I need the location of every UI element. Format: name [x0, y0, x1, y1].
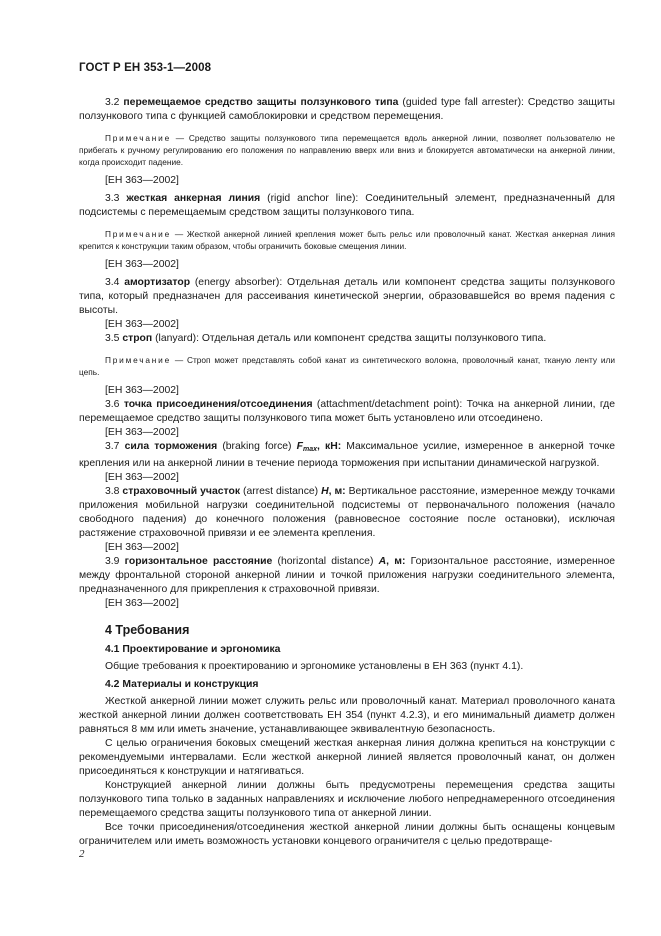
reference: [ЕН 363—2002] — [105, 542, 179, 553]
term: сила торможения — [124, 441, 218, 452]
note-3-3: Примечание — Жесткой анкерной линией крепления может быть рельс или проволочный канат. Жесткая анкерная линия крепится к конструкции таким образом, чтобы ограничить боковые смещения линии. — [79, 229, 615, 251]
definition-3-7: 3.7 сила торможения (braking force) $F_{max}$, кН: Максимальное усилие, измеренное в анкерной точке крепления или на анкерной линии в течение периода торможения при испытании динамической нагрузкой. — [79, 441, 615, 469]
symbol-subscript: max — [302, 446, 317, 453]
reference: [ЕН 363—2002] — [105, 385, 179, 396]
symbol: H — [321, 486, 329, 497]
term: страховочный участок — [122, 486, 241, 497]
document-body — [79, 96, 615, 849]
paragraph: Все точки присоединения/отсоединения жесткой анкерной линии должны быть оснащены концевым ограничителем или иметь возможность установки концевого ограничителя с целью предотвраще- — [79, 822, 615, 847]
subsection-title-4-1: 4.1 Проектирование и эргономика — [105, 644, 281, 655]
subsection-title-4-2: 4.2 Материалы и конструкция — [105, 679, 259, 690]
term: точка присоединения/отсоединения — [123, 399, 313, 410]
paragraph: Общие требования к проектированию и эргономике установлены в ЕН 363 (пункт 4.1). — [105, 661, 524, 672]
term: строп — [122, 333, 153, 344]
reference: [ЕН 363—2002] — [105, 472, 179, 483]
page-number: 2 — [79, 848, 85, 860]
paragraph: С целью ограничения боковых смещений жесткая анкерная линия должна крепиться на конструкции с рекомендуемыми интервалами. Если жесткой анкерной линией является проволочный канат, он должен присоединяться к конструкции и натягиваться. — [79, 738, 615, 777]
term: перемещаемое средство защиты ползункового типа — [123, 97, 399, 108]
reference: [ЕН 363—2002] — [105, 598, 179, 609]
reference: [ЕН 363—2002] — [105, 259, 179, 270]
reference: [ЕН 363—2002] — [105, 319, 179, 330]
document-header: ГОСТ Р ЕН 353-1—2008 — [79, 62, 212, 74]
definition-3-3: 3.3 жесткая анкерная линия (rigid anchor line): Соединительный элемент, предназначенный для подсистемы с перемещаемым средством защиты ползункового типа. — [79, 193, 616, 218]
definition-3-9: 3.9 горизонтальное расстояние (horizontal distance) A, м: Горизонтальное расстояние, измеренное между фронтальной стороной анкерной линии и точкой приложения нагрузки соединительного элемента, предназначенного для прикрепления к страховочной привязи. — [79, 556, 616, 595]
definition-3-6: 3.6 точка присоединения/отсоединения (attachment/detachment point): Точка на анкерной линии, где перемещаемое средство защиты ползункового типа может быть установлено или отсоединено. — [79, 399, 616, 424]
definition-3-8: 3.8 страховочный участок (arrest distance) H, м: Вертикальное расстояние, измеренное между точками приложения мобильной нагрузки соединительной подсистемы от первоначального положения (начало свободного падения) до конечного положения (равновесное состояние после остановки), исключая растяжение страховочной привязи и ее элемента крепления. — [79, 486, 615, 539]
reference: [ЕН 363—2002] — [105, 175, 179, 186]
definition-3-4: 3.4 амортизатор (energy absorber): Отдельная деталь или компонент средства защиты ползункового типа, который предназначен для рассеивания кинетической энергии, образовавшейся во время падения с высоты. — [79, 277, 615, 316]
paragraph: Жесткой анкерной линии может служить рельс или проволочный канат. Материал проволочного каната жесткой анкерной линии должен соответствовать ЕН 354 (пункт 4.2.3), и его минимальный диаметр должен равняться 8 мм или иметь значение, устанавливающее эквивалентную безопасность. — [79, 696, 615, 735]
term: амортизатор — [124, 277, 191, 288]
note-3-5: Примечание — Строп может представлять собой канат из синтетического волокна, проволочный канат, тканую ленту или цепь. — [79, 355, 615, 377]
reference: [ЕН 363—2002] — [105, 427, 179, 438]
paragraph: Конструкцией анкерной линии должны быть предусмотрены перемещения средства защиты ползункового типа только в заданных направлениях и исключение любого непреднамеренного отсоединения перемещаемого средства защиты ползункового типа от анкерной линии. — [79, 780, 615, 819]
term: жесткая анкерная линия — [126, 193, 261, 204]
definition-3-5: 3.5 строп (lanyard): Отдельная деталь или компонент средства защиты ползункового типа. — [105, 333, 547, 344]
note-3-2: Примечание — Средство защиты ползункового типа перемещается вдоль анкерной линии, позволяет пользователю не прибегать к ручному регулированию его положения по направлению вверх или вниз и блокируется автоматически на анкерной линии, когда происходит падение. — [79, 133, 615, 167]
definition-3-2: 3.2 перемещаемое средство защиты ползункового типа (guided type fall arrester): Средство защиты ползункового типа с функцией самоблокировки и средством перемещения. — [79, 97, 615, 122]
section-title: 4 Требования — [105, 623, 190, 637]
symbol: A — [378, 556, 387, 567]
term: горизонтальное расстояние — [124, 556, 273, 567]
symbol: F — [296, 441, 303, 452]
